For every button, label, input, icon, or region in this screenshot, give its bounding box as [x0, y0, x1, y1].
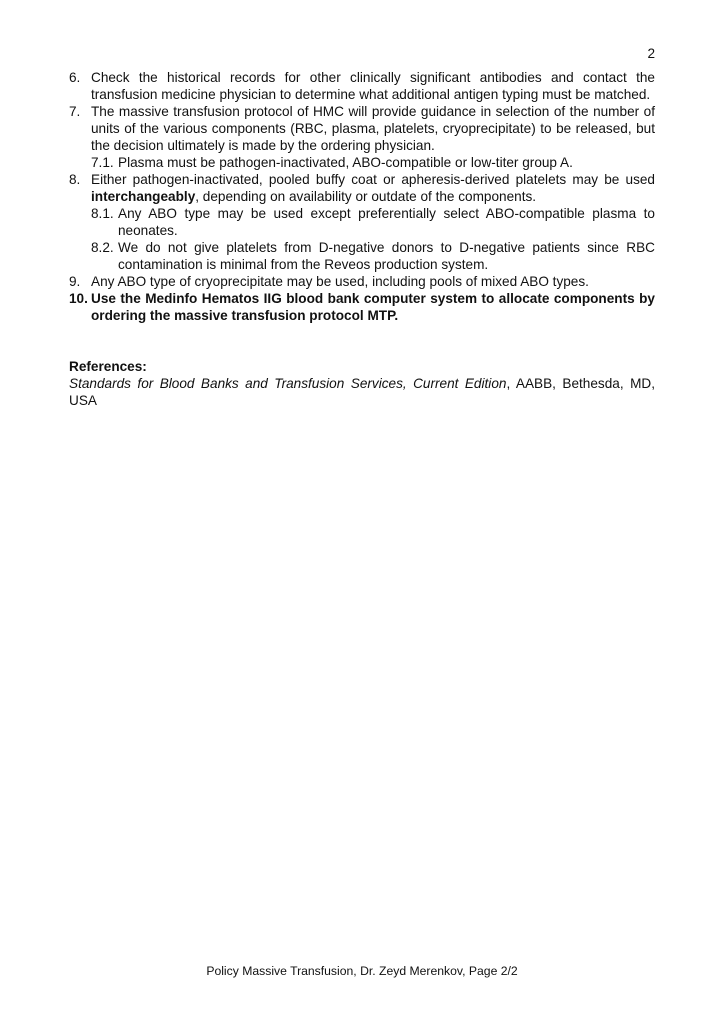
- references-section: [69, 358, 655, 409]
- emphasis-interchangeably: interchangeably: [91, 189, 196, 204]
- list-number: 8.1.: [91, 206, 114, 221]
- references-heading: References:: [69, 359, 147, 374]
- list-text: We do not give platelets from D-negative donors to D-negative patients since RBC contamination is minimal from the Reveos production system.: [118, 240, 655, 272]
- list-text: Plasma must be pathogen-inactivated, ABO-compatible or low-titer group A.: [118, 155, 573, 170]
- list-item-8: [69, 171, 655, 205]
- list-text-after: , depending on availability or outdate of the components.: [195, 189, 537, 204]
- reference-title: Standards for Blood Banks and Transfusion Services, Current Edition: [69, 376, 507, 391]
- list-item-8-1: [91, 205, 655, 239]
- list-number: 7.1.: [91, 155, 114, 170]
- list-number: 6.: [69, 70, 81, 85]
- list-item-9: [69, 273, 655, 290]
- list-text: [91, 171, 655, 205]
- list-number: 10.: [69, 291, 88, 306]
- list-item-7: [69, 103, 655, 154]
- list-text: The massive transfusion protocol of HMC will provide guidance in selection of the number of units of the various components (RBC, plasma, platelets, cryoprecipitate) to be released, but the decision ultimately is made by the ordering physician.: [91, 104, 655, 153]
- list-number: 9.: [69, 274, 81, 289]
- list-text: Check the historical records for other clinically significant antibodies and contact the transfusion medicine physician to determine what additional antigen typing must be matched.: [91, 70, 655, 102]
- reference-publisher: , AABB, Bethesda, MD, USA: [69, 376, 655, 408]
- list-number: 7.: [69, 104, 81, 119]
- page-number: 2: [647, 46, 655, 61]
- reference-entry: [69, 375, 655, 409]
- list-item-10: [69, 290, 655, 324]
- list-text: Use the Medinfo Hematos IIG blood bank computer system to allocate components by ordering the massive transfusion protocol MTP.: [91, 291, 655, 323]
- list-item-6: [69, 69, 655, 103]
- list-text: Any ABO type of cryoprecipitate may be used, including pools of mixed ABO types.: [91, 274, 589, 289]
- list-number: 8.2.: [91, 240, 114, 255]
- page-footer: Policy Massive Transfusion, Dr. Zeyd Merenkov, Page 2/2: [206, 964, 518, 978]
- list-item-7-1: [91, 154, 655, 171]
- policy-content: [69, 69, 655, 409]
- list-number: 8.: [69, 172, 81, 187]
- list-item-8-2: [91, 239, 655, 273]
- list-text: Any ABO type may be used except preferentially select ABO-compatible plasma to neonates.: [118, 206, 655, 238]
- list-text-before: Either pathogen-inactivated, pooled buffy coat or apheresis-derived platelets may be used: [91, 172, 655, 187]
